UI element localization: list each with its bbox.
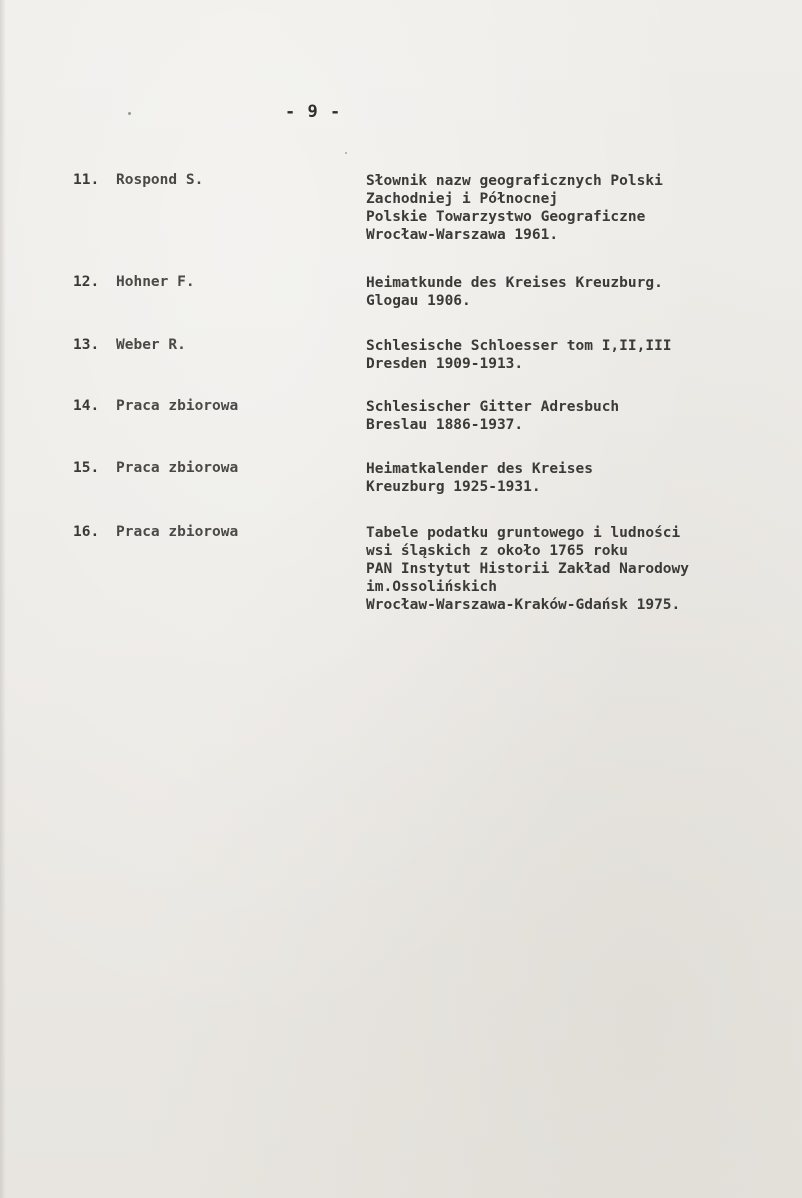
page-number: - 9 - (285, 102, 342, 122)
entry-author: Praca zbiorowa (116, 460, 239, 476)
entry-work-line: Dresden 1909-1913. (366, 356, 524, 372)
entry-work-line: Schlesische Schloesser tom I,II,III (366, 338, 672, 354)
entry-work-line: Zachodniej i Północnej (366, 191, 559, 207)
entry-work-line: wsi śląskich z około 1765 roku (366, 543, 628, 559)
page-edge-shadow (0, 0, 6, 1198)
entry-work (366, 337, 776, 373)
entry-work-line: Heimatkunde des Kreises Kreuzburg. (366, 275, 663, 291)
entry-author: Praca zbiorowa (116, 524, 239, 540)
entry-work-line: im.Ossolińskich (366, 579, 497, 595)
entry-work-line: Polskie Towarzystwo Geograficzne (366, 209, 646, 225)
entry-work-line: PAN Instytut Historii Zakład Narodowy (366, 561, 690, 577)
entry-author: Rospond S. (116, 172, 204, 188)
entry-work-line: Breslau 1886-1937. (366, 417, 524, 433)
entry-work (366, 460, 776, 496)
entry-work-line: Wrocław-Warszawa-Kraków-Gdańsk 1975. (366, 597, 681, 613)
entry-work-line: Wrocław-Warszawa 1961. (366, 227, 559, 243)
paper-speck (128, 112, 131, 115)
entry-work-line: Kreuzburg 1925-1931. (366, 479, 541, 495)
entry-work-line: Schlesischer Gitter Adresbuch (366, 399, 620, 415)
entry-work-line: Heimatkalender des Kreises (366, 461, 593, 477)
entry-author: Praca zbiorowa (116, 398, 239, 414)
entry-number: 11. (73, 172, 100, 188)
entry-work (366, 274, 776, 310)
entry-work (366, 172, 776, 244)
entry-work (366, 398, 776, 434)
entry-work-line: Tabele podatku gruntowego i ludności (366, 525, 681, 541)
entry-work-line: Glogau 1906. (366, 293, 471, 309)
paper-speck (345, 152, 347, 154)
entry-number: 14. (73, 398, 100, 414)
entry-author: Weber R. (116, 337, 186, 353)
entry-work-line: Słownik nazw geograficznych Polski (366, 173, 663, 189)
entry-number: 12. (73, 274, 100, 290)
entry-number: 15. (73, 460, 100, 476)
entry-number: 16. (73, 524, 100, 540)
entry-number: 13. (73, 337, 100, 353)
entry-author: Hohner F. (116, 274, 195, 290)
entry-work (366, 524, 776, 614)
